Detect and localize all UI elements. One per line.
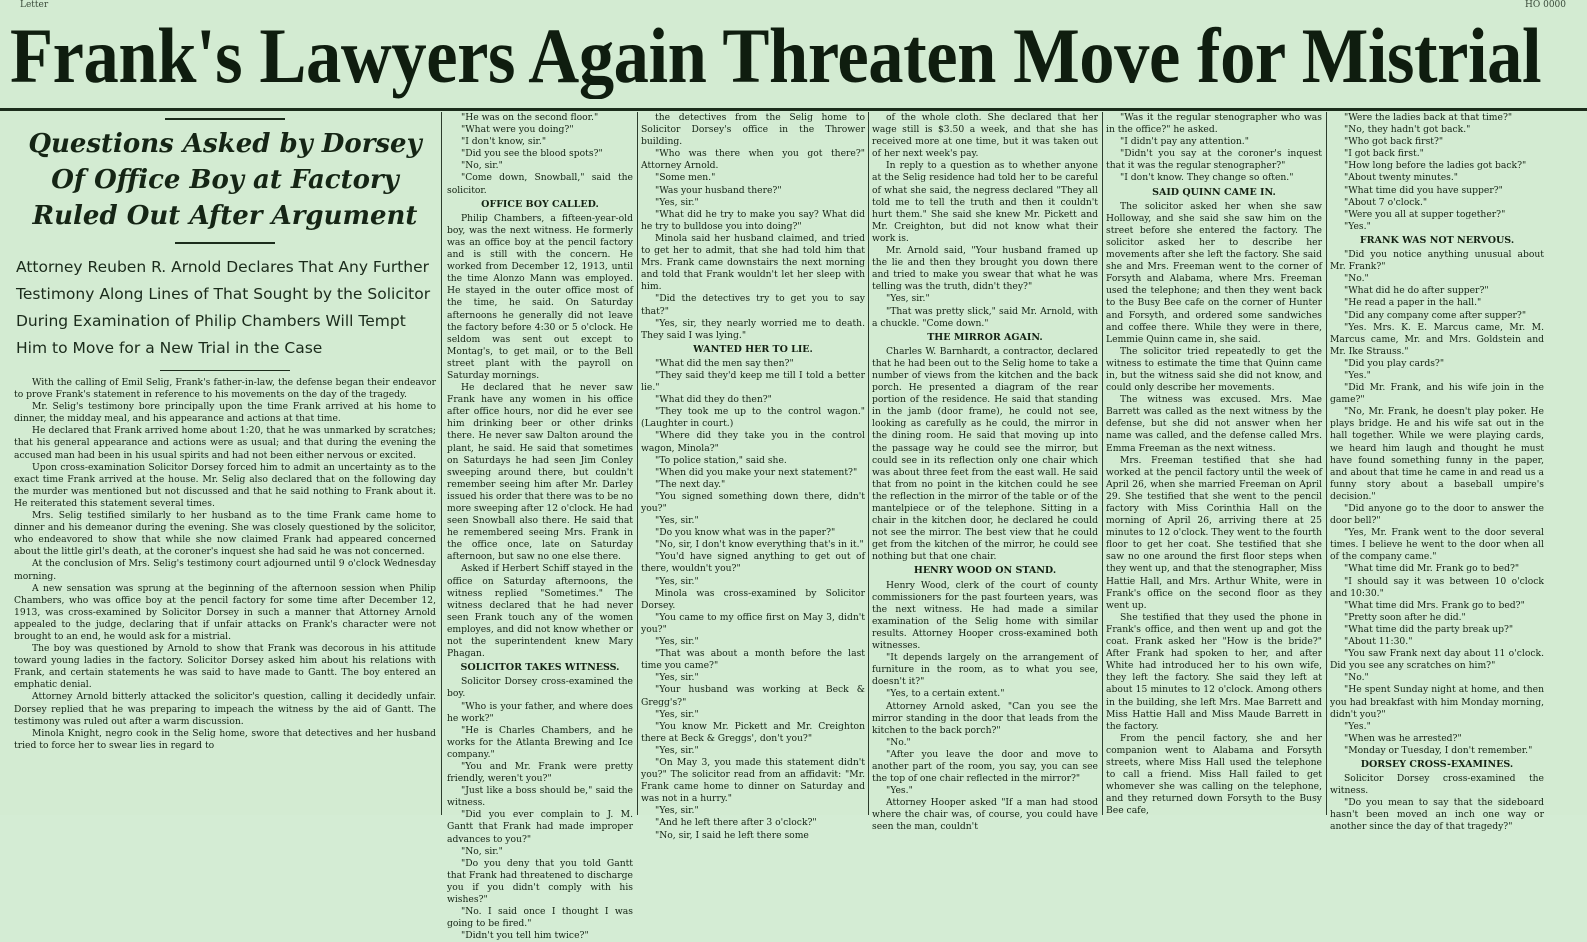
paragraph: "Where did they take you in the control wagon, Minola?" xyxy=(641,430,865,454)
paragraph: "You saw Frank next day about 11 o'clock. Did you see any scratches on him?" xyxy=(1330,648,1544,672)
paragraph: "Just like a boss should be," said the witness. xyxy=(447,785,633,809)
paragraph: "What did he do after supper?" xyxy=(1344,285,1489,297)
paragraph: The witness was excused. Mrs. Mae Barrett was called as the next witness by the defense, but she did not answer when her name was called, and the defense called Mrs. Emma Freeman as the next witness. xyxy=(1106,394,1322,454)
paragraph: "No, sir." xyxy=(461,845,503,857)
paragraph: "Yes, sir." xyxy=(655,575,699,587)
paragraph: "Do you know what was in the paper?" xyxy=(655,527,836,539)
deck-rule xyxy=(175,242,275,244)
paragraph: "Do you deny that you told Gantt that Frank had threatened to discharge you if you didn't comply with his wishes?" xyxy=(447,857,633,905)
paragraph: "That was pretty slick," said Mr. Arnold, with a chuckle. "Come down." xyxy=(872,305,1098,329)
paragraph: Henry Wood, clerk of the court of county commissioners for the past fourteen years, was the next witness. He had made a similar examination of the Selig home with similar results. Attorney Hooper cross-examined both witnesses. xyxy=(872,579,1098,652)
paragraph: "I should say it was between 10 o'clock and 10:30." xyxy=(1330,575,1544,599)
paragraph: "I don't know, sir." xyxy=(461,136,547,148)
paragraph: Mrs. Selig testified similarly to her husband as to the time Frank came home to dinner and his demeanor during the evening. She was closely questioned by the solicitor, who endeavored to show that while she now claimed Frank had appeared concerned about the little girl's death, at the coroner's inquest she had said he was not concerned. xyxy=(14,510,436,558)
paragraph: "What time did Mr. Frank go to bed?" xyxy=(1344,563,1520,575)
paragraph: "Didn't you say at the coroner's inquest that it was the regular stenographer?" xyxy=(1106,148,1322,172)
paragraph: "Did you play cards?" xyxy=(1344,357,1445,369)
paragraph: "Did you see the blood spots?" xyxy=(461,148,603,160)
subhead-line-3: Ruled Out After Argument xyxy=(32,201,418,231)
paragraph: "He is Charles Chambers, and he works for the Atlanta Brewing and Ice company." xyxy=(447,724,633,760)
paragraph: "You know Mr. Pickett and Mr. Creighton there at Beck & Greggs', don't you?" xyxy=(641,720,865,744)
paragraph: "Yes." xyxy=(1344,369,1371,381)
paragraph: The solicitor tried repeatedly to get the witness to estimate the time that Quinn came in, but the witness said she did not know, and could only describe her movements. xyxy=(1106,345,1322,394)
paragraph: "No. I said once I thought I was going to be fired." xyxy=(447,906,633,930)
paragraph: "He was on the second floor." xyxy=(461,112,599,123)
paragraph: "Yes. Mrs. K. E. Marcus came, Mr. M. Marcus came, Mr. and Mrs. Goldstein and Mr. Ike Strauss." xyxy=(1330,321,1544,357)
paragraph: "No, Mr. Frank, he doesn't play poker. He plays bridge. He and his wife sat out in the hall together. While we were playing cards, we heard him laugh and thought he must have found something funny in the paper, and about that time he came in and read us a funny story about a baseball umpire's decision." xyxy=(1330,406,1544,502)
paragraph: "Come down, Snowball," said the solicitor. xyxy=(447,172,633,196)
paragraph: Solicitor Dorsey cross-examined the witness. xyxy=(1330,773,1544,797)
paragraph: Philip Chambers, a fifteen-year-old boy, was the next witness. He formerly was an office boy at the pencil factory and is still with the concern. He worked from December 12, 1913, until the time Alonzo Mann was employed. He stayed in the outer office most of the time, he said. On Saturday afternoons he generally did not leave the factory before 4:30 or 5 o'clock. He seldom was sent out except to Montag's, to get mail, or to the Bell street plant with the payroll on Saturday mornings. xyxy=(447,212,633,381)
paragraph: "Yes, sir." xyxy=(655,636,699,648)
paragraph: "Monday or Tuesday, I don't remember." xyxy=(1344,744,1533,756)
paragraph: the detectives from the Selig home to Solicitor Dorsey's office in the Thrower building. xyxy=(641,112,865,148)
paragraph: Minola was cross-examined by Solicitor Dorsey. xyxy=(641,587,865,611)
column-6 xyxy=(1330,112,1544,833)
paragraph: "Did any company come after supper?" xyxy=(1344,309,1527,321)
paragraph: "Yes, sir, they nearly worried me to death. They said I was lying." xyxy=(641,317,865,341)
section-subhead: FRANK WAS NOT NERVOUS. xyxy=(1359,234,1515,246)
paragraph: Attorney Arnold asked, "Can you see the mirror standing in the door that leads from the kitchen to the back porch?" xyxy=(872,700,1098,736)
paragraph: "Yes." xyxy=(886,785,913,797)
paragraph: "Who is your father, and where does he work?" xyxy=(447,700,633,724)
paragraph: "And he left there after 3 o'clock?" xyxy=(655,817,817,829)
paragraph: "What time did Mrs. Frank go to bed?" xyxy=(1344,599,1525,611)
deck-rule xyxy=(160,370,290,371)
paragraph: "Who got back first?" xyxy=(1344,136,1444,148)
paragraph: "About 7 o'clock." xyxy=(1344,196,1428,208)
paragraph: "Did you notice anything unusual about Mr. Frank?" xyxy=(1330,249,1544,273)
paragraph: A new sensation was sprung at the beginning of the afternoon session when Philip Chambers, who was office boy at the pencil factory for some time after December 12, 1913, was cross-examined by Solicitor Dorsey in such a manner that Attorney Arnold appealed to the judge, declaring that if unfair attacks on Frank's character were not brought to an end, he would ask for a mistrial. xyxy=(14,582,436,642)
article-body-1 xyxy=(14,377,436,752)
paragraph: "Was it the regular stenographer who was in the office?" he asked. xyxy=(1106,112,1322,136)
section-subhead: WANTED HER TO LIE. xyxy=(693,343,813,355)
paragraph: Mrs. Freeman testified that she had worked at the pencil factory until the week of April 26, when she married Freeman on April 29. She testified that she went to the pencil factory with Miss Corinthia Hall on the morning of April 26, arriving there at 25 minutes to 12 o'clock. They went to the fourth floor to get her coat. She testified that she saw no one around the first floor steps when they went up, and that the stenographer, Miss Hattie Hall, and Mrs. Arthur White, were in Frank's office on the second floor as they went up. xyxy=(1106,454,1322,611)
paragraph: Minola said her husband claimed, and tried to get her to admit, that she had told him that Mrs. Frank came downstairs the next morning and told that Frank wouldn't let her sleep with him. xyxy=(641,232,865,293)
paragraph: "When did you make your next statement?" xyxy=(655,466,858,478)
paragraph: "Did anyone go to the door to answer the door bell?" xyxy=(1330,503,1544,527)
paragraph: "He read a paper in the hall." xyxy=(1344,297,1482,309)
paragraph: "Yes, Mr. Frank went to the door several times. I believe he went to the door when all of the company came." xyxy=(1330,527,1544,563)
paragraph: "Yes, sir." xyxy=(655,196,699,208)
deck-rule xyxy=(165,118,285,120)
paragraph: "Yes, sir." xyxy=(655,515,699,527)
paragraph: "Was your husband there?" xyxy=(655,184,782,196)
paragraph: of the whole cloth. She declared that her wage still is $3.50 a week, and that she has received more at one time, but it was taken out of her next week's pay. xyxy=(872,112,1098,160)
column-2 xyxy=(447,112,633,942)
section-subhead: SAID QUINN CAME IN. xyxy=(1152,186,1276,198)
paragraph: "That was about a month before the last time you came?" xyxy=(641,648,865,672)
column-divider xyxy=(868,112,869,815)
paragraph: "No." xyxy=(1344,672,1369,684)
paragraph: "I don't know. They change so often." xyxy=(1120,172,1294,184)
paragraph: In reply to a question as to whether anyone at the Selig residence had told her to be careful of what she said, the negress declared "They all told me to tell the truth and then it couldn't hurt them." She said she knew Mr. Pickett and Mr. Creighton, but did not know what their work is. xyxy=(872,160,1098,244)
paragraph: "How long before the ladies got back?" xyxy=(1344,160,1527,172)
masthead-right: HO 0000 xyxy=(1525,0,1566,10)
paragraph: "Were the ladies back at that time?" xyxy=(1344,112,1513,123)
paragraph: "Yes, sir." xyxy=(655,805,699,817)
paragraph: "The next day." xyxy=(655,478,726,490)
paragraph: "No, sir, I said he left there some xyxy=(655,829,809,841)
column-1 xyxy=(14,112,436,815)
paragraph: Attorney Arnold bitterly attacked the solicitor's question, calling it decidedly unfair. Dorsey replied that he was preparing to impeach the witness by the aid of Gantt. The testimony was ruled out after a warm discussion. xyxy=(14,691,436,727)
paragraph: "What time did the party break up?" xyxy=(1344,623,1514,635)
paragraph: "No, sir." xyxy=(461,160,503,172)
masthead-left: Letter xyxy=(20,0,49,10)
paragraph: "Yes." xyxy=(1344,720,1371,732)
subhead xyxy=(14,126,436,234)
paragraph: "You and Mr. Frank were pretty friendly, weren't you?" xyxy=(447,760,633,785)
paragraph: "What did he try to make you say? What did he try to bulldose you into doing?" xyxy=(641,208,865,232)
paragraph: "About 11:30." xyxy=(1344,636,1413,648)
column-4 xyxy=(872,112,1098,833)
deck: Attorney Reuben R. Arnold Declares That Any Further Testimony Along Lines of That Sought by the Solicitor During Examination of Philip Chambers Will Tempt Him to Move for a New Trial in the Case xyxy=(16,258,431,357)
paragraph: "When was he arrested?" xyxy=(1344,732,1462,744)
paragraph: "They took me up to the control wagon." (Laughter in court.) xyxy=(641,406,865,430)
paragraph: "Pretty soon after he did." xyxy=(1344,611,1466,623)
section-subhead: OFFICE BOY CALLED. xyxy=(481,198,599,210)
paragraph: The boy was questioned by Arnold to show that Frank was decorous in his attitude toward young ladies in the factory. Solicitor Dorsey asked him about his relations with Frank, and certain statements he was said to have made to Gantt. The boy entered an emphatic denial. xyxy=(14,643,436,691)
paragraph: With the calling of Emil Selig, Frank's father-in-law, the defense began their endeavor to prove Frank's statement in reference to his movements on the day of the tragedy. xyxy=(14,377,436,401)
paragraph: "Yes, sir." xyxy=(886,293,930,305)
paragraph: Upon cross-examination Solicitor Dorsey forced him to admit an uncertainty as to the exact time Frank arrived at the house. Mr. Selig also declared that on the following day the murder was mentioned but not discussed and that he said nothing to Frank about it. He reiterated this statement several times. xyxy=(14,461,436,509)
paragraph: "I got back first." xyxy=(1344,148,1424,160)
column-divider xyxy=(1102,112,1103,815)
paragraph: "What did the men say then?" xyxy=(655,357,794,369)
column-3 xyxy=(641,112,865,841)
column-divider xyxy=(1326,112,1327,815)
paragraph: "Did Mr. Frank, and his wife join in the game?" xyxy=(1330,382,1544,406)
paragraph: "No, they hadn't got back." xyxy=(1344,124,1471,136)
paragraph: The solicitor asked her when she saw Holloway, and she said she saw him on the street before she entered the factory. The solicitor asked her to describe her movements after she left the factory. She said she and Mrs. Freeman went to the corner of Forsyth and Alabama, where Mrs. Freeman used the telephone; and then they went back to the Busy Bee cafe on the corner of Hunter and Forsyth, and ordered some sandwiches and coffee there. While they were in there, Lemmie Quinn came in, she said. xyxy=(1106,200,1322,345)
paragraph: "Yes, to a certain extent." xyxy=(886,688,1005,700)
paragraph: "You signed something down there, didn't you?" xyxy=(641,490,865,514)
subhead-line-1: Questions Asked by Dorsey xyxy=(28,129,422,159)
paragraph: "Did the detectives try to get you to say that?" xyxy=(641,293,865,317)
paragraph: "I didn't pay any attention." xyxy=(1120,136,1249,148)
paragraph: "Yes." xyxy=(1344,220,1371,232)
paragraph: "You'd have signed anything to get out of there, wouldn't you?" xyxy=(641,551,865,575)
paragraph: "Yes, sir." xyxy=(655,672,699,684)
subhead-line-2: Of Office Boy at Factory xyxy=(51,165,399,195)
paragraph: "No." xyxy=(1344,273,1369,285)
paragraph: "Yes, sir." xyxy=(655,708,699,720)
paragraph: He declared that he never saw Frank have any women in his office after office hours, nor did he ever see him drinking beer or other drinks there. He never saw Dalton around the plant, he said. He said that sometimes on Saturdays he had seen Jim Conley sweeping around there, but couldn't remember seeing him after Mr. Darley issued his order that there was to be no more sweeping after 12 o'clock. He had seen Snowball also there. He said that he remembered seeing Mrs. Frank in the office once, late on Saturday afternoon, but saw no one else there. xyxy=(447,382,633,563)
paragraph: "He spent Sunday night at home, and then you had breakfast with him Monday morning, didn't you?" xyxy=(1330,684,1544,720)
paragraph: "They said they'd keep me till I told a better lie." xyxy=(641,369,865,394)
section-subhead: SOLICITOR TAKES WITNESS. xyxy=(460,662,620,674)
paragraph: "On May 3, you made this statement didn't you?" The solicitor read from an affidavit: "Mr. Frank came home to dinner on Saturday and was not in a hurry." xyxy=(641,756,865,805)
paragraph: "What time did you have supper?" xyxy=(1344,184,1503,196)
paragraph: "To police station," said she. xyxy=(655,454,787,466)
paragraph: "Your husband was working at Beck & Gregg's?" xyxy=(641,684,865,708)
paragraph: "What were you doing?" xyxy=(461,124,574,136)
paragraph: "Yes, sir." xyxy=(655,744,699,756)
paragraph: At the conclusion of Mrs. Selig's testimony court adjourned until 9 o'clock Wednesday morning. xyxy=(14,558,436,582)
paragraph: From the pencil factory, she and her companion went to Alabama and Forsyth streets, where Miss Hall used the telephone to call a friend. Miss Hall failed to get whomever she was calling on the telephone, and they returned down Forsyth to the Busy Bee cafe, xyxy=(1106,732,1322,817)
headline-rule xyxy=(0,108,1587,111)
paragraph: Asked if Herbert Schiff stayed in the office on Saturday afternoons, the witness replied "Sometimes." The witness declared that he had never seen Frank touch any of the women employes, and did not know whether or not the superintendent knew Mary Phagan. xyxy=(447,563,633,660)
paragraph: Attorney Hooper asked "If a man had stood where the chair was, of course, you could have seen the man, couldn't xyxy=(872,797,1098,833)
paragraph: Charles W. Barnhardt, a contractor, declared that he had been out to the Selig home to take a number of views from the kitchen and the back porch. He presented a diagram of the rear portion of the residence. He said that standing in the jamb (door frame), he could not see, looking as carefully as he could, the mirror in the dining room. He said that moving up into the passage way he could see the mirror, but could see in its reflection only one chair which was about three feet from the east wall. He said that from no point in the kitchen could he see the reflection in the mirror of the table or of the mantelpiece or of the telephone. Sitting in a chair in the kitchen door, he declared he could not see the mirror. The best view that he could get from the kitchen of the mirror, he could see nothing but that one chair. xyxy=(872,345,1098,563)
paragraph: "Do you mean to say that the sideboard hasn't been moved an inch one way or another since the day of that tragedy?" xyxy=(1330,797,1544,833)
section-subhead: HENRY WOOD ON STAND. xyxy=(913,565,1057,577)
paragraph: Minola Knight, negro cook in the Selig home, swore that detectives and her husband tried to force her to swear lies in regard to xyxy=(14,727,436,751)
paragraph: Mr. Arnold said, "Your husband framed up the lie and then they brought you down there and tried to make you swear that what he was telling was the truth, didn't they?" xyxy=(872,245,1098,293)
section-subhead: DORSEY CROSS-EXAMINES. xyxy=(1360,758,1514,770)
paragraph: "Were you all at supper together?" xyxy=(1344,208,1506,220)
paragraph: Solicitor Dorsey cross-examined the boy. xyxy=(447,676,633,700)
paragraph: "Some men." xyxy=(655,172,716,184)
column-divider xyxy=(637,112,638,815)
paragraph: "About twenty minutes." xyxy=(1344,172,1458,184)
paragraph: Mr. Selig's testimony bore principally upon the time Frank arrived at his home to dinner, the midday meal, and his appearance and actions at that time. xyxy=(14,401,436,425)
column-5 xyxy=(1106,112,1322,815)
paragraph: "Did you ever complain to J. M. Gantt that Frank had made improper advances to you?" xyxy=(447,809,633,845)
section-subhead: THE MIRROR AGAIN. xyxy=(927,331,1043,343)
paragraph: He declared that Frank arrived home about 1:20, that he was unmarked by scratches; that his general appearance and actions were as usual; and that during the evening the accused man had been in his usual spirits and had not been either nervous or excited. xyxy=(14,425,436,461)
column-divider xyxy=(441,112,442,815)
paragraph: "Didn't you tell him twice?" xyxy=(461,930,589,942)
paragraph: "You came to my office first on May 3, didn't you?" xyxy=(641,611,865,635)
paragraph: "It depends largely on the arrangement of furniture in the room, as to what you see, doesn't it?" xyxy=(872,652,1098,688)
paragraph: She testified that they used the phone in Frank's office, and then went up and got the coat. Frank asked her "How is the bride?" After Frank had spoken to her, and after White had introduced her to his own wife, they left the factory. She said they left at about 15 minutes to 12 o'clock. Among others in the building, she left Mrs. Mae Barrett and Miss Hattie Hall and Miss Maude Barrett in the factory. xyxy=(1106,611,1322,732)
paragraph: "After you leave the door and move to another part of the room, you say, you can see the top of one chair reflected in the mirror?" xyxy=(872,748,1098,785)
paragraph: "No." xyxy=(886,736,911,748)
paragraph: "Who was there when you got there?" Attorney Arnold. xyxy=(641,148,865,172)
paragraph: "No, sir, I don't know everything that's in it." xyxy=(655,539,864,551)
paragraph: "What did they do then?" xyxy=(655,394,772,406)
headline: Frank's Lawyers Again Threaten Move for Mistrial xyxy=(10,12,1542,99)
